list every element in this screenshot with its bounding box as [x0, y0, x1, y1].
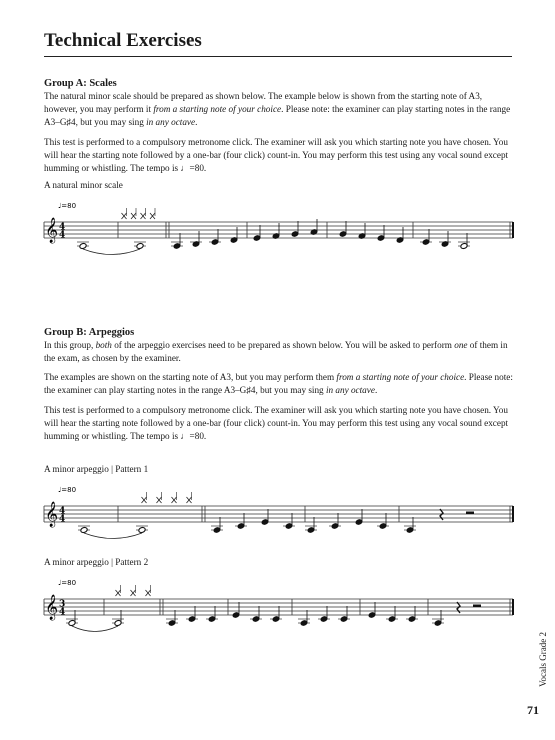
treble-clef: 𝄞	[45, 502, 59, 527]
group-b-heading: Group B: Arpeggios	[44, 327, 135, 338]
group-b-paragraph-2	[44, 371, 514, 397]
tempo-marking: ♩=80	[58, 579, 77, 587]
text-run: .	[195, 117, 198, 127]
group-a-paragraph-2	[44, 136, 514, 175]
group-a-paragraph-1	[44, 90, 514, 129]
scale-staff	[0, 198, 555, 260]
note-head	[138, 527, 146, 534]
text-run: This test is performed to a compulsory metronome click. The examiner will ask you which starting note you have chosen. You will hear the starting note followed by a one-bar (four click) count-in. You may perform this test using any vocal sound except humming or whistling. The tempo is ♩=80.	[44, 137, 509, 173]
text-run: In this group,	[44, 340, 96, 350]
arpeggio-1-staff	[0, 482, 555, 544]
text-run: from a starting note of your choice	[153, 104, 282, 114]
text-run: of the arpeggio exercises need to be prepared as shown below. You will be asked to perform	[111, 340, 455, 350]
group-a-heading: Group A: Scales	[44, 78, 117, 89]
text-run: . Please note: the examiner can play starting notes in the range A3–G♯4, but you may sing	[44, 372, 513, 395]
tempo-marking: ♩=80	[58, 202, 77, 210]
text-run: both	[95, 340, 112, 350]
group-b-paragraph-1	[44, 339, 514, 365]
text-run: of them in the exam, as chosen by the examiner.	[44, 340, 508, 363]
time-signature-top: 4	[59, 506, 66, 517]
page-title: Technical Exercises	[44, 30, 202, 51]
group-b-paragraph-3	[44, 404, 514, 443]
title-rule	[44, 56, 512, 57]
tie	[72, 626, 118, 632]
text-run: .	[374, 385, 378, 395]
arpeggio-2-staff	[0, 575, 555, 637]
treble-clef: 𝄞	[45, 218, 59, 243]
page-number: 71	[527, 703, 539, 717]
text-run: in any octave	[146, 117, 196, 127]
text-run: The examples are shown on the starting note of A3, but you may perform them	[44, 372, 337, 382]
tie	[83, 249, 140, 255]
arpeggio-1-caption: A minor arpeggio | Pattern 1	[44, 464, 149, 474]
time-signature-top: 4	[59, 222, 66, 233]
half-rest	[466, 512, 474, 515]
tempo-marking: ♩=80	[58, 486, 77, 494]
time-signature-bottom: 4	[59, 514, 66, 525]
note-head	[136, 243, 144, 250]
arpeggio-2-caption: A minor arpeggio | Pattern 2	[44, 557, 149, 567]
time-signature-bottom: 4	[59, 230, 66, 241]
text-run: This test is performed to a compulsory metronome click. The examiner will ask you which starting note you have chosen. You will hear the starting note followed by a one-bar (four click) count-in. You may perform this test using any vocal sound except humming or whistling. The tempo is ♩=80.	[44, 405, 509, 441]
text-run: from a starting note of your choice	[336, 372, 465, 382]
tie	[84, 533, 142, 539]
text-run: . Please note: the examiner can play starting notes in the range A3–G♯4, but you may sing	[44, 104, 511, 127]
note-head	[79, 243, 87, 250]
time-signature-bottom: 4	[59, 607, 66, 618]
text-run: The natural minor scale should be prepared as shown below. The example below is shown from the starting note of A3, however, you may perform it	[44, 91, 483, 114]
text-run: one	[454, 340, 468, 350]
half-rest	[473, 605, 481, 608]
book-title-side-label: Vocals Grade 2	[538, 632, 548, 687]
scale-caption: A natural minor scale	[44, 180, 123, 190]
note-head	[80, 527, 88, 534]
time-signature-top: 3	[59, 599, 66, 610]
treble-clef: 𝄞	[45, 595, 59, 620]
text-run: in any octave	[325, 385, 375, 395]
